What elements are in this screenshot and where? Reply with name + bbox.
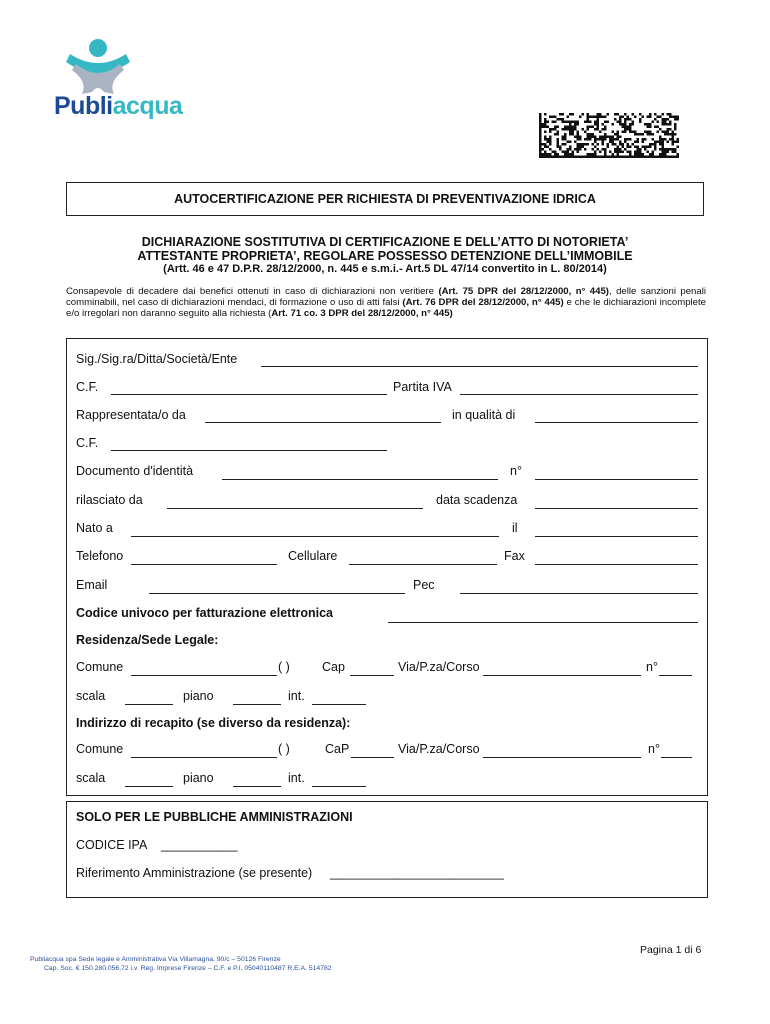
civico-field[interactable] — [659, 675, 692, 676]
sig-field[interactable] — [261, 366, 698, 367]
scala-label: scala — [76, 689, 106, 703]
qualita-field[interactable] — [535, 422, 698, 423]
cellulare-field[interactable] — [349, 564, 497, 565]
recapito-heading: Indirizzo di recapito (se diverso da residenza): — [76, 716, 351, 730]
cellulare-label: Cellulare — [288, 549, 338, 563]
fax-field[interactable] — [535, 564, 698, 565]
applicant-form — [66, 338, 708, 796]
il-label: il — [512, 521, 518, 535]
codice-ipa-label: CODICE IPA — [76, 838, 148, 852]
int2-field[interactable] — [312, 786, 366, 787]
cap-label: Cap — [322, 660, 345, 674]
civico-label: n° — [646, 660, 658, 674]
intro-paragraph: Consapevole di decadere dai benefici ottenuti in caso di dichiarazioni non veritiere (Art. 75 DPR del 28/12/2000, n° 445), delle sanzioni penali comminabili, nel caso di dichiarazioni mendaci, di formazione o uso di atti falsi (Art. 76 DPR del 28/12/2000, n° 445) e che le dichiarazioni incomplete e/o irregolari non daranno seguito alla richiesta (Art. 71 co. 3 DPR del 28/12/2000, n° 445) — [66, 286, 707, 319]
civico2-field[interactable] — [661, 757, 692, 758]
rappresentata-label: Rappresentata/o da — [76, 408, 186, 422]
cap-field[interactable] — [350, 675, 394, 676]
sig-label: Sig./Sig.ra/Ditta/Società/Ente — [76, 352, 238, 366]
cap2-field[interactable] — [351, 757, 394, 758]
il-field[interactable] — [535, 536, 698, 537]
piano2-field[interactable] — [233, 786, 281, 787]
documento-field[interactable] — [222, 479, 498, 480]
comune-label: Comune — [76, 660, 124, 674]
int-field[interactable] — [312, 704, 366, 705]
codice-univoco-label: Codice univoco per fatturazione elettronica — [76, 606, 333, 620]
via-field[interactable] — [483, 675, 641, 676]
telefono-label: Telefono — [76, 549, 124, 563]
via2-field[interactable] — [483, 757, 641, 758]
cf2-field[interactable] — [111, 450, 387, 451]
comune2-label: Comune — [76, 742, 124, 756]
piva-label: Partita IVA — [393, 380, 452, 394]
provincia-field[interactable]: ( ) — [278, 660, 290, 674]
fax-label: Fax — [504, 549, 525, 563]
cf-label: C.F. — [76, 380, 99, 394]
comune2-field[interactable] — [131, 757, 277, 758]
declaration-line-2: ATTESTANTE PROPRIETA’, REGOLARE POSSESSO DETENZIONE DELL’IMMOBILE — [137, 249, 633, 263]
rilasciato-field[interactable] — [167, 508, 423, 509]
declaration-line-1: DICHIARAZIONE SOSTITUTIVA DI CERTIFICAZIONE E DELL’ATTO DI NOTORIETA’ — [141, 235, 629, 249]
email-label: Email — [76, 578, 108, 592]
rappresentata-field[interactable] — [205, 422, 441, 423]
via-label: Via/P.za/Corso — [398, 660, 480, 674]
provincia2-field[interactable]: ( ) — [278, 742, 290, 756]
residenza-heading: Residenza/Sede Legale: — [76, 633, 219, 647]
piano-field[interactable] — [233, 704, 281, 705]
numero-label: n° — [510, 464, 522, 478]
qualita-label: in qualità di — [452, 408, 516, 422]
riferimento-label: Riferimento Amministrazione (se presente) — [76, 866, 313, 880]
scadenza-label: data scadenza — [436, 493, 518, 507]
nato-label: Nato a — [76, 521, 113, 535]
cf2-label: C.F. — [76, 436, 99, 450]
documento-label: Documento d'identità — [76, 464, 194, 478]
email-field[interactable] — [149, 593, 405, 594]
int-label: int. — [288, 689, 305, 703]
scala2-field[interactable] — [125, 786, 173, 787]
rilasciato-label: rilasciato da — [76, 493, 143, 507]
codice-ipa-field[interactable]: ___________ — [161, 838, 238, 852]
numero-field[interactable] — [535, 479, 698, 480]
comune-field[interactable] — [131, 675, 277, 676]
scadenza-field[interactable] — [535, 508, 698, 509]
logo-wordmark: Publiacqua — [54, 92, 183, 120]
riferimento-field[interactable]: _________________________ — [330, 866, 504, 880]
footer-company-info: Cap. Soc. € 150.280.056,72 i.v. Reg. Imprese Firenze – C.F. e P.I. 05040110487 R.E.A. 514782 — [44, 965, 332, 972]
document-title: AUTOCERTIFICAZIONE PER RICHIESTA DI PREVENTIVAZIONE IDRICA — [66, 182, 704, 216]
barcode-icon — [539, 113, 681, 160]
int2-label: int. — [288, 771, 305, 785]
declaration-line-3: (Artt. 46 e 47 D.P.R. 28/12/2000, n. 445 e s.m.i.- Art.5 DL 47/14 convertito in L. 80/2014) — [163, 263, 607, 275]
codice-univoco-field[interactable] — [388, 622, 698, 623]
telefono-field[interactable] — [131, 564, 277, 565]
civico2-label: n° — [648, 742, 660, 756]
page-number: Pagina 1 di 6 — [640, 944, 702, 956]
scala2-label: scala — [76, 771, 106, 785]
cf-field[interactable] — [111, 394, 387, 395]
via2-label: Via/P.za/Corso — [398, 742, 480, 756]
pec-field[interactable] — [460, 593, 698, 594]
footer-address: Publiacqua spa Sede legale e Amministrativa Via Villamagna, 90/c – 50126 Firenze — [30, 956, 281, 963]
piva-field[interactable] — [460, 394, 698, 395]
nato-field[interactable] — [131, 536, 499, 537]
scala-field[interactable] — [125, 704, 173, 705]
piano2-label: piano — [183, 771, 214, 785]
public-administration-section — [66, 801, 708, 898]
pec-label: Pec — [413, 578, 435, 592]
pa-heading: SOLO PER LE PUBBLICHE AMMINISTRAZIONI — [76, 810, 353, 824]
cap2-label: CaP — [325, 742, 350, 756]
piano-label: piano — [183, 689, 214, 703]
